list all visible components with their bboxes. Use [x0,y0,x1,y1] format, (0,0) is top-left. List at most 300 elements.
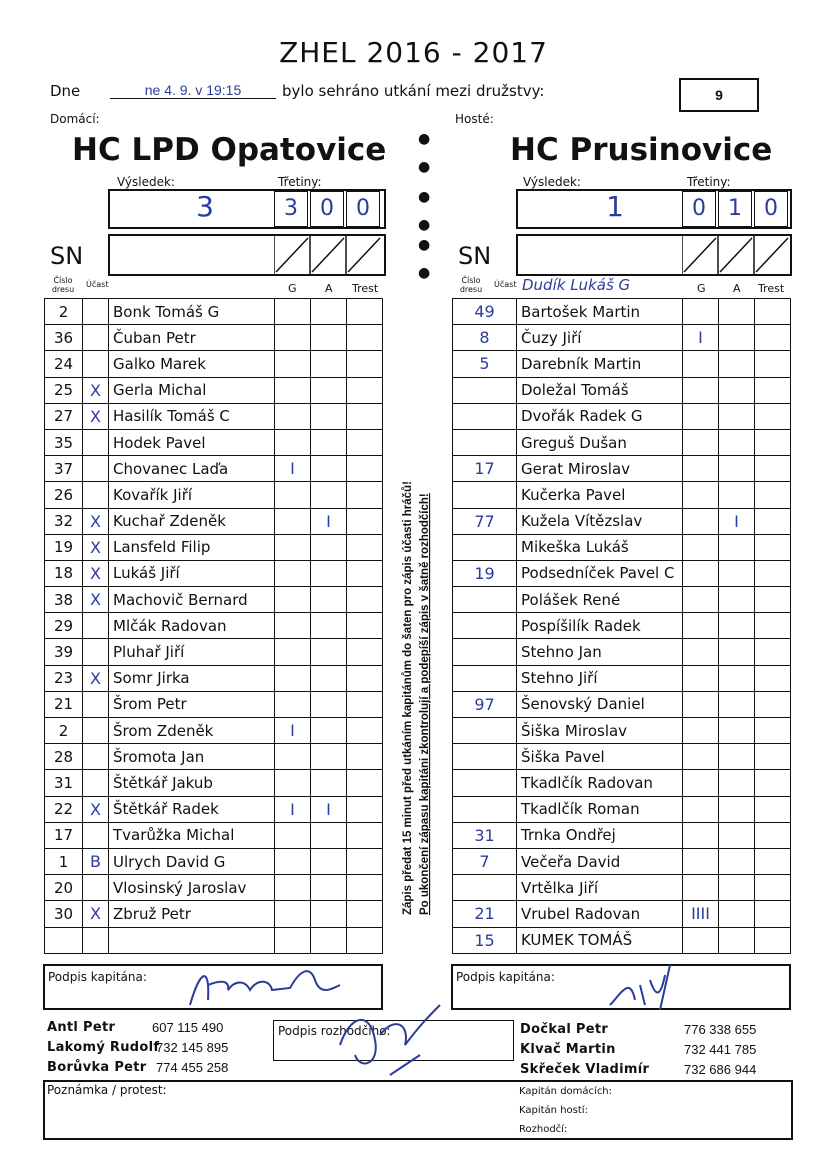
away-captain-signature [600,955,700,1015]
assists-cell[interactable] [719,901,755,927]
vertical-note-line1: Zápis předat 15 minut před utkáním kapitánům do šaten pro zápis účasti hráčů! [402,481,414,915]
assists-cell[interactable] [719,325,755,351]
player-number[interactable]: 18 [45,560,83,586]
contact-left-name-1: Antl Petr [47,1020,116,1035]
player-name[interactable]: Vrubel Radovan [517,901,683,927]
penalty-cell[interactable] [755,665,791,691]
participation-mark[interactable] [83,770,109,796]
goals-cell[interactable] [683,508,719,534]
player-number[interactable]: 23 [45,665,83,691]
table-row [45,718,383,744]
goals-cell[interactable] [275,848,311,874]
home-col-trest: Trest [352,282,379,295]
player-number[interactable] [453,377,517,403]
player-number[interactable]: 28 [45,744,83,770]
table-row [45,377,383,403]
assists-cell[interactable]: I [719,508,755,534]
penalty-cell[interactable] [347,456,383,482]
assists-cell[interactable] [719,456,755,482]
player-number[interactable]: 17 [45,822,83,848]
goals-cell[interactable] [275,613,311,639]
table-row [453,770,791,796]
penalty-cell[interactable] [347,482,383,508]
goals-cell[interactable] [275,377,311,403]
participation-mark[interactable] [83,456,109,482]
away-team-name: HC Prusinovice [510,132,773,168]
player-name[interactable]: Podsedníček Pavel C [517,560,683,586]
participation-mark[interactable]: X [83,901,109,927]
assists-cell[interactable] [311,770,347,796]
goals-cell[interactable] [683,403,719,429]
player-name[interactable]: Tvarůžka Michal [109,822,275,848]
away-score[interactable]: 1 [606,190,624,223]
penalty-cell[interactable] [347,403,383,429]
participation-mark[interactable] [83,875,109,901]
player-number[interactable]: 36 [45,325,83,351]
goals-cell[interactable] [683,796,719,822]
assists-cell[interactable] [311,691,347,717]
goals-cell[interactable] [683,927,719,953]
player-number[interactable]: 17 [453,456,517,482]
goals-cell[interactable] [683,613,719,639]
player-name[interactable]: Tkadlčík Radovan [517,770,683,796]
player-number[interactable]: 22 [45,796,83,822]
goals-cell[interactable] [683,770,719,796]
assists-cell[interactable] [719,639,755,665]
player-name[interactable]: Galko Marek [109,351,275,377]
penalty-cell[interactable] [755,927,791,953]
assists-cell[interactable] [719,927,755,953]
assists-cell[interactable] [311,325,347,351]
goals-cell[interactable] [275,665,311,691]
player-name[interactable]: Čuban Petr [109,325,275,351]
player-name[interactable]: Machovič Bernard [109,587,275,613]
goals-cell[interactable] [275,403,311,429]
assists-cell[interactable] [719,429,755,455]
player-name[interactable]: Šromota Jan [109,744,275,770]
player-name[interactable]: Šrom Petr [109,691,275,717]
player-number[interactable]: 5 [453,351,517,377]
goals-cell[interactable] [683,744,719,770]
match-number-box[interactable]: 9 [679,78,759,112]
player-name[interactable]: Pospíšilík Radek [517,613,683,639]
player-number[interactable]: 39 [45,639,83,665]
player-name[interactable]: Mlčák Radovan [109,613,275,639]
player-name[interactable]: Lukáš Jiří [109,560,275,586]
player-name[interactable]: Hodek Pavel [109,429,275,455]
penalty-cell[interactable] [347,796,383,822]
player-number[interactable] [453,665,517,691]
home-period-2[interactable]: 0 [310,191,344,227]
assists-cell[interactable] [311,744,347,770]
player-number[interactable] [453,587,517,613]
goals-cell[interactable] [275,770,311,796]
penalty-cell[interactable] [755,325,791,351]
assists-cell[interactable] [311,351,347,377]
player-number[interactable]: 2 [45,299,83,325]
home-period-3[interactable]: 0 [346,191,380,227]
penalty-cell[interactable] [347,665,383,691]
penalty-cell[interactable] [755,587,791,613]
player-name[interactable]: Večeřa David [517,848,683,874]
goals-cell[interactable] [275,508,311,534]
assists-cell[interactable]: I [311,508,347,534]
player-name[interactable]: Hasilík Tomáš C [109,403,275,429]
penalty-cell[interactable] [347,377,383,403]
assists-cell[interactable] [719,482,755,508]
player-number[interactable]: 27 [45,403,83,429]
assists-cell[interactable] [311,875,347,901]
player-name[interactable]: Štětkář Radek [109,796,275,822]
goals-cell[interactable] [275,639,311,665]
assists-cell[interactable] [719,613,755,639]
player-number[interactable] [453,613,517,639]
player-name[interactable]: KUMEK TOMÁŠ [517,927,683,953]
participation-mark[interactable] [83,691,109,717]
player-name[interactable]: Pluhař Jiří [109,639,275,665]
player-name[interactable]: Gerla Michal [109,377,275,403]
penalty-cell[interactable] [755,560,791,586]
participation-mark[interactable] [83,639,109,665]
player-number[interactable] [453,796,517,822]
player-number[interactable]: 37 [45,456,83,482]
penalty-cell[interactable] [347,718,383,744]
player-number[interactable]: 8 [453,325,517,351]
participation-mark[interactable]: X [83,796,109,822]
player-name[interactable]: Zbruž Petr [109,901,275,927]
participation-mark[interactable] [83,718,109,744]
home-captain-sign-label: Kapitán domácích: [519,1086,613,1097]
goals-cell[interactable]: I [275,796,311,822]
player-name[interactable]: Šiška Miroslav [517,718,683,744]
player-name[interactable]: Vrtělka Jiří [517,875,683,901]
player-number[interactable]: 21 [453,901,517,927]
goals-cell[interactable] [275,325,311,351]
goals-cell[interactable] [275,587,311,613]
penalty-cell[interactable] [755,429,791,455]
player-name[interactable]: Polášek René [517,587,683,613]
participation-mark[interactable] [83,351,109,377]
player-name[interactable]: Kovařík Jiří [109,482,275,508]
penalty-cell[interactable] [347,429,383,455]
goals-cell[interactable] [275,351,311,377]
penalty-cell[interactable] [755,456,791,482]
penalty-cell[interactable] [755,639,791,665]
penalty-cell[interactable] [755,403,791,429]
player-name[interactable]: Vlosinský Jaroslav [109,875,275,901]
penalty-cell[interactable] [755,718,791,744]
assists-cell[interactable] [719,299,755,325]
player-number[interactable]: 21 [45,691,83,717]
penalty-cell[interactable] [347,508,383,534]
player-number[interactable] [453,744,517,770]
penalty-cell[interactable] [347,848,383,874]
participation-mark[interactable] [83,927,109,953]
penalty-cell[interactable] [347,534,383,560]
away-col-a: A [733,282,741,295]
player-name[interactable]: Bonk Tomáš G [109,299,275,325]
penalty-cell[interactable] [347,822,383,848]
assists-cell[interactable] [719,560,755,586]
player-number[interactable]: 15 [453,927,517,953]
assists-cell[interactable] [311,639,347,665]
player-name[interactable]: Kužela Vítězslav [517,508,683,534]
player-number[interactable]: 31 [453,822,517,848]
player-number[interactable] [453,639,517,665]
assists-cell[interactable] [719,351,755,377]
player-name[interactable]: Šrom Zdeněk [109,718,275,744]
goals-cell[interactable] [275,744,311,770]
penalty-cell[interactable] [347,351,383,377]
assists-cell[interactable] [311,822,347,848]
goals-cell[interactable] [275,875,311,901]
player-number[interactable] [45,927,83,953]
goals-cell[interactable] [275,901,311,927]
date-field[interactable]: ne 4. 9. v 19:15 [110,82,276,99]
penalty-cell[interactable] [755,691,791,717]
player-number[interactable] [453,534,517,560]
player-number[interactable]: 2 [45,718,83,744]
assists-cell[interactable] [719,587,755,613]
penalty-cell[interactable] [347,587,383,613]
table-row [45,691,383,717]
goals-cell[interactable] [683,665,719,691]
participation-mark[interactable]: X [83,534,109,560]
penalty-cell[interactable] [347,639,383,665]
player-name[interactable]: Kuchař Zdeněk [109,508,275,534]
player-name[interactable]: Lansfeld Filip [109,534,275,560]
player-number[interactable]: 38 [45,587,83,613]
player-name[interactable]: Doležal Tomáš [517,377,683,403]
assists-cell[interactable] [719,875,755,901]
goals-cell[interactable] [683,691,719,717]
goals-cell[interactable] [683,560,719,586]
player-name[interactable]: Gerat Miroslav [517,456,683,482]
player-number[interactable]: 35 [45,429,83,455]
penalty-cell[interactable] [755,351,791,377]
penalty-cell[interactable] [755,377,791,403]
assists-cell[interactable] [311,534,347,560]
player-number[interactable]: 25 [45,377,83,403]
player-number[interactable]: 97 [453,691,517,717]
table-row [453,482,791,508]
assists-cell[interactable] [311,901,347,927]
player-number[interactable]: 29 [45,613,83,639]
away-col-number: Číslo dresu [459,276,483,294]
goals-cell[interactable] [275,534,311,560]
penalty-cell[interactable] [347,560,383,586]
assists-cell[interactable] [311,429,347,455]
assists-cell[interactable]: I [311,796,347,822]
player-number[interactable]: 20 [45,875,83,901]
penalty-cell[interactable] [347,744,383,770]
goals-cell[interactable] [275,822,311,848]
player-number[interactable]: 32 [45,508,83,534]
penalty-cell[interactable] [755,482,791,508]
goals-cell[interactable] [683,875,719,901]
penalty-cell[interactable] [347,325,383,351]
assists-cell[interactable] [311,718,347,744]
goals-cell[interactable] [275,429,311,455]
goals-cell[interactable] [683,482,719,508]
home-period-1[interactable]: 3 [274,191,308,227]
assists-cell[interactable] [311,613,347,639]
assists-cell[interactable] [719,718,755,744]
player-number[interactable]: 24 [45,351,83,377]
participation-mark[interactable]: B [83,848,109,874]
penalty-cell[interactable] [755,875,791,901]
goals-cell[interactable] [275,691,311,717]
table-row [453,456,791,482]
away-period-3[interactable]: 0 [754,191,788,227]
table-row [45,560,383,586]
goals-cell[interactable]: I [275,718,311,744]
assists-cell[interactable] [719,403,755,429]
penalty-cell[interactable] [755,534,791,560]
goals-cell[interactable] [683,848,719,874]
player-number[interactable]: 26 [45,482,83,508]
assists-cell[interactable] [719,377,755,403]
assists-cell[interactable] [719,822,755,848]
goals-cell[interactable] [683,587,719,613]
player-name[interactable]: Šenovský Daniel [517,691,683,717]
assists-cell[interactable] [311,482,347,508]
player-name[interactable]: Bartošek Martin [517,299,683,325]
player-number[interactable]: 31 [45,770,83,796]
penalty-cell[interactable] [347,875,383,901]
assists-cell[interactable] [311,403,347,429]
assists-cell[interactable] [719,744,755,770]
player-name[interactable]: Greguš Dušan [517,429,683,455]
penalty-cell[interactable] [755,848,791,874]
penalty-cell[interactable] [755,744,791,770]
participation-mark[interactable] [83,325,109,351]
penalty-cell[interactable] [347,613,383,639]
assists-cell[interactable] [311,587,347,613]
goals-cell[interactable] [683,456,719,482]
penalty-cell[interactable] [755,613,791,639]
assists-cell[interactable] [311,456,347,482]
player-number[interactable] [453,403,517,429]
player-number[interactable]: 1 [45,848,83,874]
player-name[interactable]: Chovanec Laďa [109,456,275,482]
player-number[interactable]: 30 [45,901,83,927]
referee-label: Podpis rozhodčího: [278,1024,391,1038]
penalty-cell[interactable] [755,299,791,325]
goals-cell[interactable] [275,560,311,586]
assists-cell[interactable] [719,770,755,796]
participation-mark[interactable]: X [83,377,109,403]
player-name[interactable]: Ulrych David G [109,848,275,874]
participation-mark[interactable]: X [83,403,109,429]
player-name[interactable]: Darebník Martin [517,351,683,377]
participation-mark[interactable]: X [83,508,109,534]
goals-cell[interactable]: IIII [683,901,719,927]
goals-cell[interactable] [683,718,719,744]
goals-cell[interactable]: I [275,456,311,482]
goals-cell[interactable] [275,482,311,508]
player-name[interactable]: Stehno Jiří [517,665,683,691]
assists-cell[interactable] [719,796,755,822]
goals-cell[interactable]: I [683,325,719,351]
participation-mark[interactable]: X [83,587,109,613]
penalty-cell[interactable] [347,901,383,927]
goals-cell[interactable] [683,351,719,377]
table-row [453,534,791,560]
player-number[interactable]: 77 [453,508,517,534]
player-number[interactable]: 19 [453,560,517,586]
penalty-cell[interactable] [755,796,791,822]
player-name[interactable]: Kučerka Pavel [517,482,683,508]
penalty-cell[interactable] [755,822,791,848]
participation-mark[interactable] [83,744,109,770]
goals-cell[interactable] [683,639,719,665]
home-score[interactable]: 3 [196,190,214,223]
assists-cell[interactable] [311,848,347,874]
player-name[interactable]: Mikeška Lukáš [517,534,683,560]
participation-mark[interactable] [83,613,109,639]
participation-mark[interactable]: X [83,560,109,586]
assists-cell[interactable] [719,691,755,717]
goals-cell[interactable] [683,377,719,403]
player-number[interactable] [453,718,517,744]
table-row [453,875,791,901]
assists-cell[interactable] [311,665,347,691]
home-sn-slashes [274,236,384,274]
assists-cell[interactable] [719,534,755,560]
player-name[interactable]: Trnka Ondřej [517,822,683,848]
player-name[interactable]: Tkadlčík Roman [517,796,683,822]
penalty-cell[interactable] [347,770,383,796]
assists-cell[interactable] [719,848,755,874]
player-number[interactable] [453,875,517,901]
away-period-2[interactable]: 1 [718,191,752,227]
participation-mark[interactable] [83,299,109,325]
player-name[interactable]: Šiška Pavel [517,744,683,770]
assists-cell[interactable] [311,377,347,403]
goals-cell[interactable] [683,822,719,848]
player-number[interactable]: 49 [453,299,517,325]
penalty-cell[interactable] [347,299,383,325]
penalty-cell[interactable] [755,770,791,796]
away-period-1[interactable]: 0 [682,191,716,227]
penalty-cell[interactable] [347,691,383,717]
player-number[interactable]: 7 [453,848,517,874]
penalty-cell[interactable] [755,508,791,534]
player-name[interactable]: Čuzy Jiří [517,325,683,351]
player-name[interactable]: Dvořák Radek G [517,403,683,429]
player-name[interactable]: Stehno Jan [517,639,683,665]
goals-cell[interactable] [683,299,719,325]
player-number[interactable] [453,770,517,796]
player-number[interactable] [453,429,517,455]
player-number[interactable] [453,482,517,508]
participation-mark[interactable] [83,429,109,455]
player-name[interactable]: Somr Jirka [109,665,275,691]
participation-mark[interactable] [83,482,109,508]
assists-cell[interactable] [719,665,755,691]
participation-mark[interactable] [83,822,109,848]
penalty-cell[interactable] [755,901,791,927]
participation-mark[interactable]: X [83,665,109,691]
goals-cell[interactable] [275,299,311,325]
goals-cell[interactable] [683,534,719,560]
player-name[interactable]: Štětkář Jakub [109,770,275,796]
player-number[interactable]: 19 [45,534,83,560]
goals-cell[interactable] [683,429,719,455]
assists-cell[interactable] [311,560,347,586]
assists-cell[interactable] [311,299,347,325]
